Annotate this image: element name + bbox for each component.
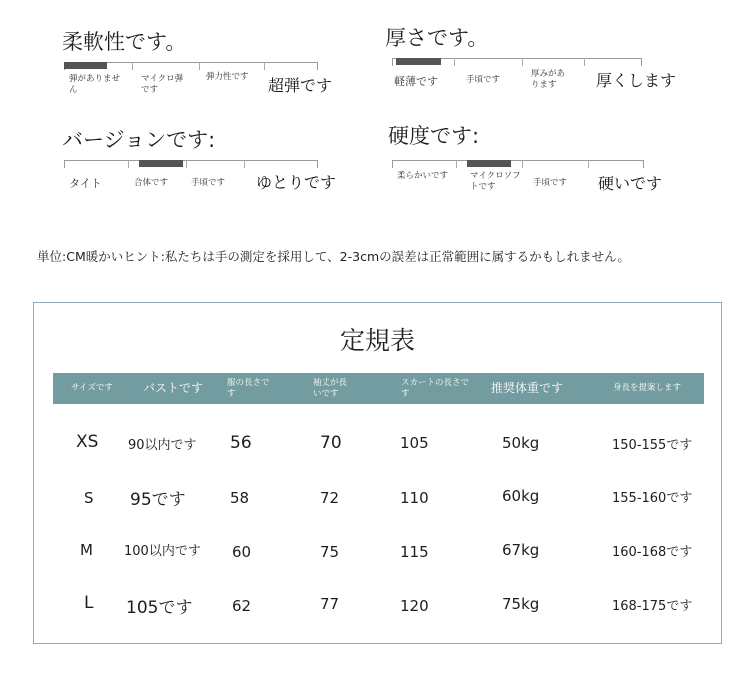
table-cell-length: 58 [230, 489, 250, 507]
table-cell-bust: 90以内です [128, 438, 197, 453]
header-size: サイズです [71, 383, 113, 393]
table-cell-size: M [80, 541, 93, 559]
table-cell-weight: 67kg [502, 541, 540, 559]
table-cell-bust: 100以内です [124, 544, 201, 559]
scale-option: 手頃です [533, 178, 568, 188]
scale-tick [244, 160, 245, 168]
table-cell-size: L [84, 593, 94, 613]
thickness-title: 厚さです。 [385, 26, 489, 50]
scale-tick [199, 62, 200, 70]
size-table-header [53, 373, 704, 404]
softness-title: 柔軟性です。 [62, 30, 187, 54]
scale-bar [64, 160, 318, 168]
scale-option: 軽薄です [394, 75, 438, 88]
size-table-title: 定規表 [339, 326, 415, 355]
scale-selection [64, 62, 107, 69]
table-cell-bust: 95です [130, 490, 186, 510]
hardness-title: 硬度です: [388, 124, 480, 148]
scale-selection [139, 160, 183, 167]
softness-scale [64, 62, 334, 102]
scale-tick [186, 160, 187, 168]
version-scale [64, 160, 354, 200]
scale-option: 合体です [134, 178, 169, 188]
scale-tick [584, 58, 585, 66]
table-cell-size: S [84, 489, 94, 507]
table-cell-height: 168-175です [612, 599, 693, 614]
table-cell-size: XS [76, 432, 99, 452]
scale-option: 柔らかいです [397, 171, 449, 181]
scale-option: 手頃です [191, 178, 226, 188]
header-length: 服の長さです [227, 377, 270, 399]
table-cell-sleeve: 70 [320, 433, 342, 453]
scale-option: 超弾です [268, 76, 333, 95]
version-title: バージョンです: [62, 128, 216, 152]
scale-tick [132, 62, 133, 70]
header-skirt: スカートの長さです [401, 377, 470, 399]
scale-option: 厚くします [596, 71, 677, 90]
table-cell-skirt: 105 [400, 434, 429, 452]
table-cell-length: 56 [230, 433, 252, 453]
scale-option: 硬いです [598, 174, 663, 193]
measurement-note: 単位:CM暖かいヒント:私たちは手の測定を採用して、2-3cmの誤差は正常範囲に属するかもしれません。 [37, 249, 630, 264]
table-cell-bust: 105です [126, 598, 193, 618]
scale-option: マイクロソフトです [470, 171, 521, 192]
table-cell-length: 60 [232, 543, 252, 561]
table-cell-sleeve: 75 [320, 543, 340, 561]
scale-option: 弾力性です [206, 72, 249, 82]
table-cell-skirt: 120 [400, 597, 429, 615]
scale-option: 厚みがあります [531, 69, 566, 90]
scale-bar [392, 160, 644, 168]
scale-tick [456, 160, 457, 168]
table-cell-length: 62 [232, 597, 252, 615]
scale-option: マイクロ弾です [141, 74, 184, 95]
scale-option: タイト [69, 177, 102, 190]
table-cell-height: 155-160です [612, 491, 693, 506]
header-weight: 推奨体重です [491, 381, 564, 395]
header-height: 身長を提案します [613, 383, 682, 393]
hardness-scale [392, 160, 692, 200]
scale-tick [128, 160, 129, 168]
scale-tick [454, 58, 455, 66]
scale-tick [588, 160, 589, 168]
table-cell-weight: 60kg [502, 487, 540, 505]
scale-option: ゆとりです [256, 173, 337, 192]
table-cell-skirt: 110 [400, 489, 429, 507]
scale-tick [522, 160, 523, 168]
scale-tick [264, 62, 265, 70]
scale-selection [396, 58, 441, 65]
table-cell-weight: 75kg [502, 595, 540, 613]
size-table-panel [33, 302, 722, 644]
table-cell-sleeve: 77 [320, 595, 340, 613]
scale-option: 手頃です [466, 75, 501, 85]
table-cell-height: 150-155です [612, 438, 693, 453]
scale-selection [467, 160, 511, 167]
table-cell-height: 160-168です [612, 545, 693, 560]
scale-option: 弾がありません [69, 74, 121, 95]
header-sleeve: 袖丈が長いです [313, 377, 348, 399]
header-bust: バストです [143, 381, 204, 395]
thickness-scale [392, 58, 692, 98]
table-cell-skirt: 115 [400, 543, 429, 561]
table-cell-sleeve: 72 [320, 489, 340, 507]
scale-tick [522, 58, 523, 66]
table-cell-weight: 50kg [502, 434, 540, 452]
